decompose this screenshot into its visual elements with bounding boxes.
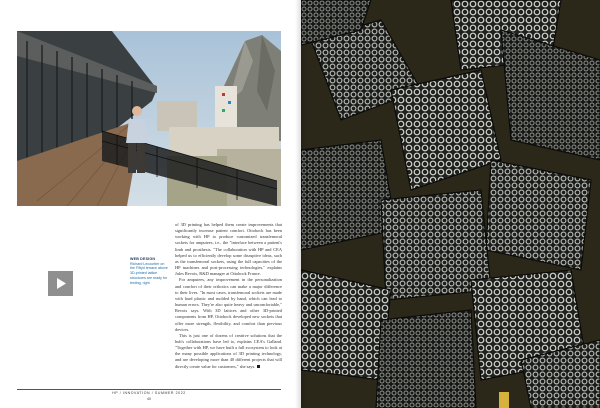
page-number: 40 (147, 397, 151, 401)
terrace-photo (17, 31, 281, 206)
body-paragraph: For amputees, any improvement in the personalization and comfort of their orthotics can make a major difference to their lives. "In most cases, transfemoral sockets are made with hard plastic and molded by hand, which can lead to human errors. They're also quite heavy and uncomfortable," Revois says. With 3D lattices and other 3D-printed components from HP, Ottobock developed new sockets that offer more strength, flexibility, and comfort than previous devices. (175, 277, 282, 332)
video-play-button[interactable] (48, 271, 73, 296)
body-paragraph (175, 333, 282, 370)
folio-line: HP / INNOVATION / SUMMER 2022 (112, 391, 186, 395)
caption-title: WEB DESIGN (130, 257, 156, 261)
lattice-photo (301, 0, 600, 408)
caption-text: Richard Lecourtier on the Fiftyd terrace above 3D-printed lattice structures are ready for testing, right (130, 261, 168, 285)
body-paragraph-text: This is just one of dozens of creative solutions that the hub's collaborations have led to, explains CEA's Galland. "Together with HP, we have built a full ecosystem to look at the many possible applications of 3D printing technology, and are developing more than 40 different projects that will directly create value for customers," she says. (175, 332, 282, 369)
spread-gutter (295, 0, 307, 408)
play-icon (48, 271, 73, 296)
footer-rule (17, 389, 281, 390)
article-body (175, 222, 282, 370)
photo-caption (130, 257, 170, 285)
end-mark-icon (257, 365, 260, 368)
body-paragraph: of 3D printing has helped them create improvements that significantly increase patient comfort. Ottobock has been working with HP to produce customized transfemoral sockets for amputees, i.e., the "interface between a patient's limb and prosthesis. "The collaboration with HP and CEA helped us to efficiently develop some disruptive ideas, such as the transfemoral sockets, using the full capacities of the HP machines and post-processing technologies," explains Jules Revois, R&D manager at Ottobock France. (175, 222, 282, 277)
